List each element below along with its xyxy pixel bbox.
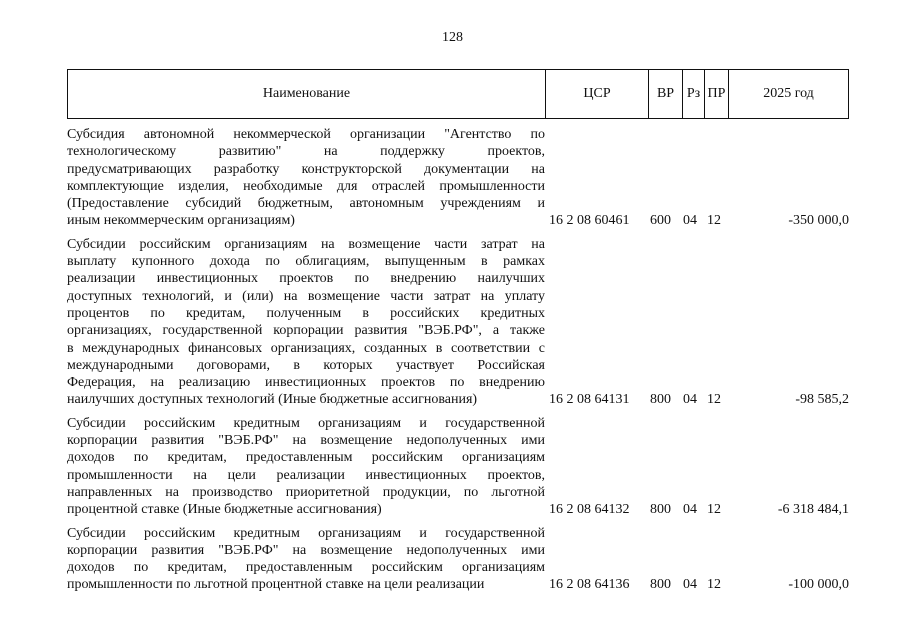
row-name-line: технологическому развитию" на поддержку проектов,: [67, 144, 545, 160]
row-pr: 12: [707, 213, 721, 229]
row-csr: 16 2 08 64131: [549, 392, 630, 408]
row-vr: 800: [650, 392, 671, 408]
row-name: [67, 525, 545, 594]
row-name: [67, 126, 545, 230]
row-name: [67, 415, 545, 519]
row-amount: -6 318 484,1: [777, 502, 849, 518]
header-name: Наименование: [67, 69, 546, 119]
table-row: [67, 126, 857, 230]
header-csr: ЦСР: [545, 69, 649, 119]
row-name-line: выплату купонного дохода по облигациям, выпущенным в рамках: [67, 254, 545, 270]
row-name-line: промышленности на цели реализации инвестиционных проектов,: [67, 467, 545, 483]
row-amount: -350 000,0: [788, 213, 849, 229]
row-name-line: Субсидии российским кредитным организациям и государственной: [67, 525, 545, 541]
row-csr: 16 2 08 64136: [549, 577, 630, 593]
row-name-line: предусматривающих разработку конструкторской документации на: [67, 161, 545, 177]
row-name-line: доходов по кредитам, предоставленным российским организациям: [67, 450, 545, 466]
row-amount: -100 000,0: [788, 577, 849, 593]
table-row: [67, 415, 857, 519]
table-row: [67, 525, 857, 594]
row-csr: 16 2 08 64132: [549, 502, 630, 518]
row-rz: 04: [683, 213, 697, 229]
row-name-line: реализации инвестиционных проектов по внедрению наилучших: [67, 271, 545, 287]
row-name-line: Субсидии российским кредитным организациям и государственной: [67, 415, 545, 431]
row-rz: 04: [683, 577, 697, 593]
row-name-line: корпорации развития "ВЭБ.РФ" на возмещение недополученных ими: [67, 542, 545, 558]
header-pr: ПР: [704, 69, 729, 119]
table-header: [67, 69, 849, 121]
row-name-line: международными договорами, в которых участвует Российская: [67, 357, 545, 373]
row-name: [67, 236, 545, 409]
row-csr: 16 2 08 60461: [549, 213, 630, 229]
row-vr: 800: [650, 502, 671, 518]
row-rz: 04: [683, 392, 697, 408]
table-body: [67, 126, 857, 600]
header-year: 2025 год: [728, 69, 849, 119]
row-name-line: (Предоставление субсидий бюджетным, автономным учреждениям и: [67, 196, 545, 212]
row-rz: 04: [683, 502, 697, 518]
row-pr: 12: [707, 502, 721, 518]
row-vr: 600: [650, 213, 671, 229]
row-name-line: процентов по кредитам, полученным в российских кредитных: [67, 305, 545, 321]
row-name-line: Федерация, на реализацию инвестиционных проектов по внедрению: [67, 375, 545, 391]
page-number: 128: [442, 30, 463, 45]
row-name-line: доходов по кредитам, предоставленным российским организациям: [67, 560, 545, 576]
row-name-line: доступных технологий, и (или) на возмещение части затрат на уплату: [67, 288, 545, 304]
row-amount: -98 585,2: [795, 392, 849, 408]
row-name-line: организациях, государственной корпорации развития "ВЭБ.РФ", а также: [67, 323, 545, 339]
header-vr: ВР: [648, 69, 683, 119]
table-row: [67, 236, 857, 409]
row-name-line: корпорации развития "ВЭБ.РФ" на возмещение недополученных ими: [67, 433, 545, 449]
header-rz: Рз: [682, 69, 705, 119]
row-name-line: направленных на производство приоритетной продукции, по льготной: [67, 484, 545, 500]
row-name-line: в международных финансовых организациях, созданных в соответствии с: [67, 340, 545, 356]
row-name-line: Субсидия автономной некоммерческой организации "Агентство по: [67, 127, 545, 142]
row-name-line: комплектующие изделия, необходимые для отраслей промышленности: [67, 178, 545, 194]
row-vr: 800: [650, 577, 671, 593]
row-name-line: Субсидии российским организациям на возмещение части затрат на: [67, 236, 545, 252]
row-name-line: наилучших доступных технологий (Иные бюджетные ассигнования): [67, 392, 478, 408]
row-name-line: процентной ставке (Иные бюджетные ассигнования): [67, 502, 382, 518]
row-name-line: промышленности по льготной процентной ставке на цели реализации: [67, 577, 485, 593]
row-pr: 12: [707, 577, 721, 593]
row-pr: 12: [707, 392, 721, 408]
row-name-line: иным некоммерческим организациям): [67, 213, 295, 229]
